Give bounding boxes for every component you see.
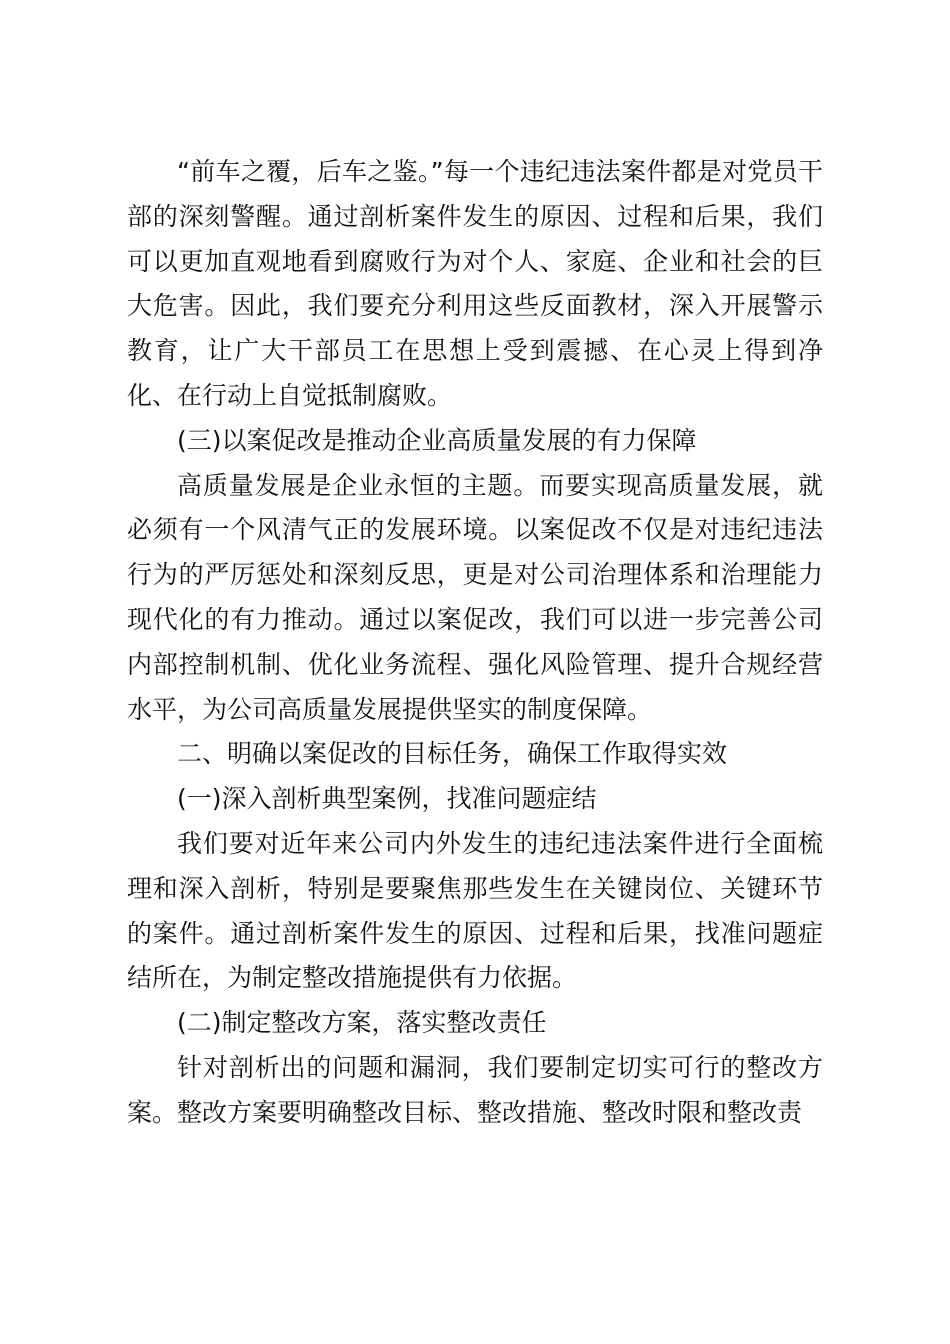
subheading-1: (一)深入剖析典型案例，找准问题症结 xyxy=(177,784,597,814)
document-body xyxy=(127,150,823,1136)
paragraph-warning-education: “前车之覆，后车之鉴。”每一个违纪违法案件都是对党员干部的深刻警醒。通过剖析案件发生的原因、过程和后果，我们可以更加直观地看到腐败行为对个人、家庭、企业和社会的巨大危害。因此，我们要充分利用这些反面教材，深入开展警示教育，让广大干部员工在思想上受到震撼、在心灵上得到净化、在行动上自觉抵制腐败。 xyxy=(127,157,823,410)
paragraph-rectification-plan: 针对剖析出的问题和漏洞，我们要制定切实可行的整改方案。整改方案要明确整改目标、整改措施、整改时限和整改责 xyxy=(127,1052,823,1127)
subheading-3: (三)以案促改是推动企业高质量发展的有力保障 xyxy=(177,425,697,455)
section-heading-2: 二、明确以案促改的目标任务，确保工作取得实效 xyxy=(177,739,728,769)
paragraph-case-analysis: 我们要对近年来公司内外发生的违纪违法案件进行全面梳理和深入剖析，特别是要聚焦那些发生在关键岗位、关键环节的案件。通过剖析案件发生的原因、过程和后果，找准问题症结所在，为制定整改措施提供有力依据。 xyxy=(127,828,823,993)
subheading-2: (二)制定整改方案，落实整改责任 xyxy=(177,1008,547,1038)
paragraph-high-quality-development: 高质量发展是企业永恒的主题。而要实现高质量发展，就必须有一个风清气正的发展环境。以案促改不仅是对违纪违法行为的严厉惩处和深刻反思，更是对公司治理体系和治理能力现代化的有力推动。通过以案促改，我们可以进一步完善公司内部控制机制、优化业务流程、强化风险管理、提升合规经营水平，为公司高质量发展提供坚实的制度保障。 xyxy=(127,470,823,724)
